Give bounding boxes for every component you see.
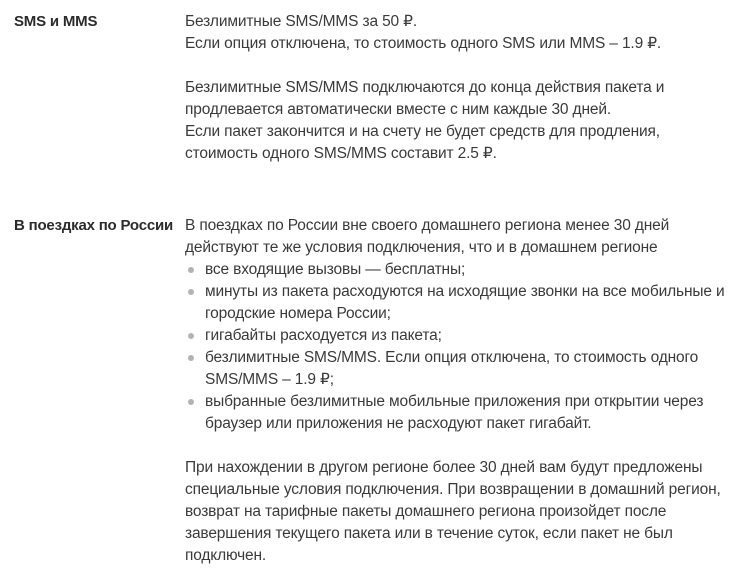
- section-sms-mms-content: [185, 11, 730, 165]
- sms-renewal-paragraph-group: [185, 77, 730, 165]
- bullet-dot-icon: [188, 333, 194, 339]
- bullet-item-text: минуты из пакета расходуются на исходящие звонки на все мобильные и городские номера России;: [205, 283, 725, 322]
- sms-price-paragraph-group: [185, 11, 730, 55]
- travel-outro-paragraph: [185, 457, 730, 567]
- section-travel-russia-content: [185, 215, 730, 567]
- bullet-item: [185, 325, 730, 347]
- bullet-item-text: выбранные безлимитные мобильные приложения при открытии через браузер или приложения не расходуют пакет гигабайт.: [205, 393, 704, 432]
- bullet-dot-icon: [188, 267, 194, 273]
- section-travel-russia-label: В поездках по России: [14, 217, 174, 234]
- bullet-item: [185, 259, 730, 281]
- travel-outro-line: При нахождении в другом регионе более 30 дней вам будут предложены специальные условия подключения. При возвращении в домашний регион, возврат на тарифные пакеты домашнего региона произойдет после завершения текущего пакета или в течение суток, если пакет не был подключен.: [185, 459, 721, 564]
- bullet-dot-icon: [188, 289, 194, 295]
- travel-intro-paragraph: [185, 215, 730, 259]
- bullet-item-text: все входящие вызовы — бесплатны;: [205, 261, 466, 278]
- section-sms-mms-label: SMS и MMS: [14, 13, 98, 30]
- section-travel-russia: [14, 215, 730, 567]
- sms-price-line: Безлимитные SMS/MMS за 50 ₽.: [185, 13, 418, 30]
- section-sms-mms: [14, 11, 730, 165]
- bullet-item-text: гигабайты расходуется из пакета;: [205, 327, 442, 344]
- bullet-item-text: безлимитные SMS/MMS. Если опция отключена, то стоимость одного SMS/MMS – 1.9 ₽;: [205, 349, 699, 388]
- travel-conditions-list: [185, 259, 730, 435]
- bullet-item: [185, 347, 730, 391]
- bullet-item: [185, 281, 730, 325]
- bullet-dot-icon: [188, 399, 194, 405]
- sms-package-end-line: Если пакет закончится и на счету не будет средств для продления, стоимость одного SMS/MMS составит 2.5 ₽.: [185, 123, 660, 162]
- travel-intro-line: В поездках по России вне своего домашнего региона менее 30 дней действуют те же условия подключения, что и в домашнем регионе: [185, 217, 670, 256]
- bullet-dot-icon: [188, 355, 194, 361]
- sms-option-off-line: Если опция отключена, то стоимость одного SMS или MMS – 1.9 ₽.: [185, 35, 662, 52]
- bullet-item: [185, 391, 730, 435]
- sms-renewal-line: Безлимитные SMS/MMS подключаются до конца действия пакета и продлевается автоматически вместе с ним каждые 30 дней.: [185, 79, 665, 118]
